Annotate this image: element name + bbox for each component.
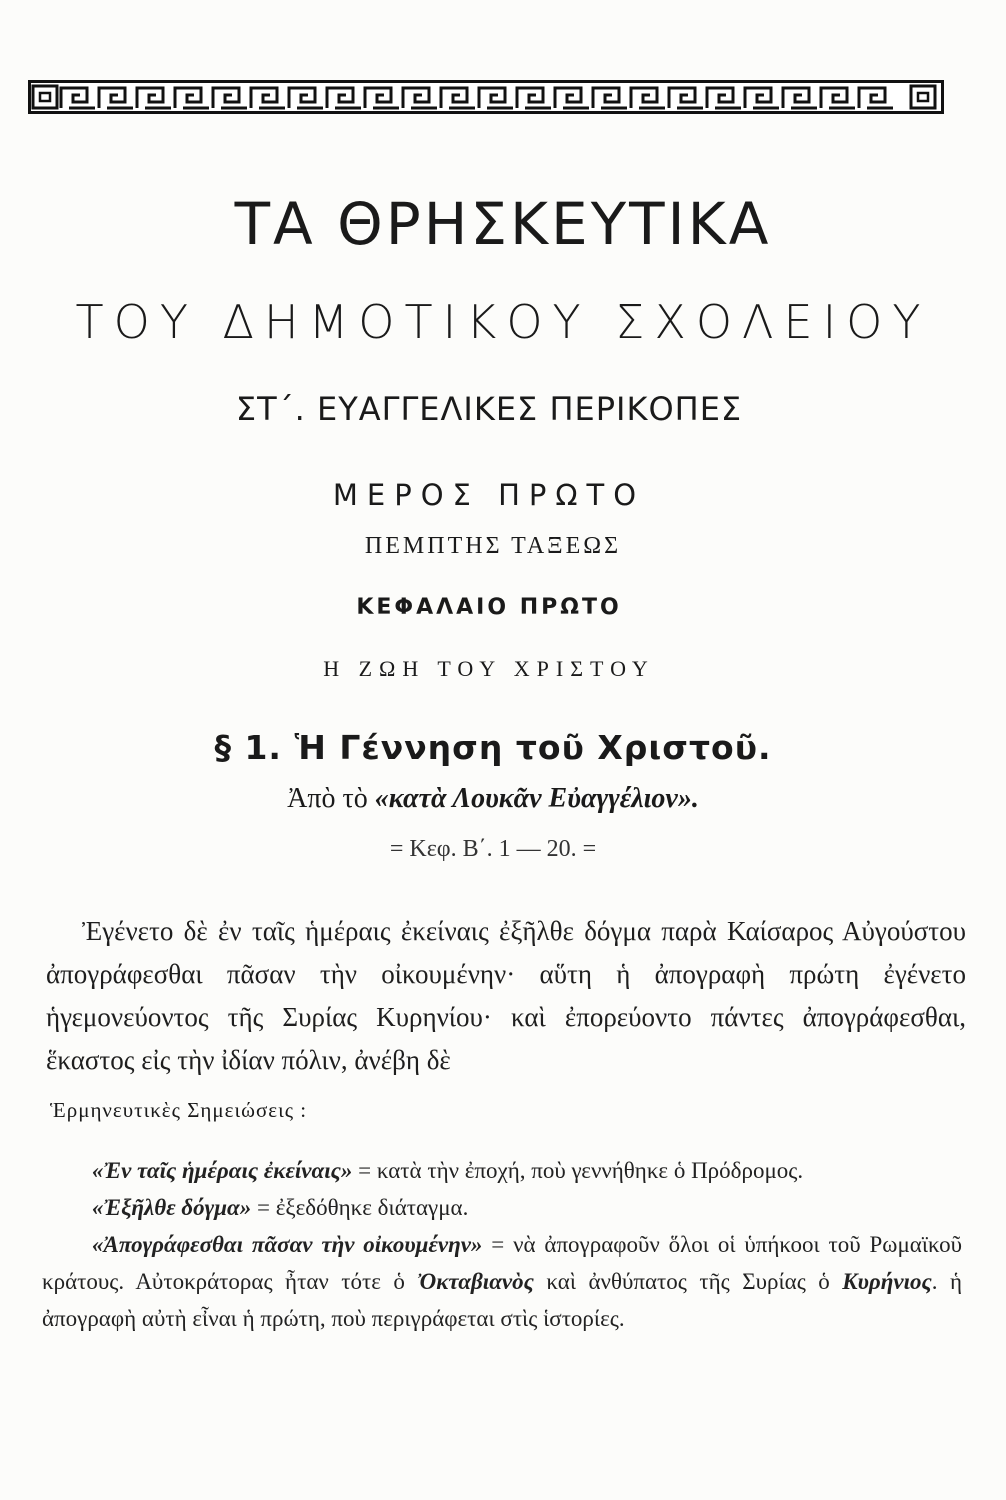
note-text: = κατὰ τὴν ἐποχή, ποὺ γεννήθηκε ὁ Πρόδρομος. xyxy=(352,1158,804,1183)
grade-title: ΠΕΜΠΤΗΣ ΤΑΞΕΩΣ xyxy=(364,533,622,559)
chapter-subtitle: Η ΖΩΗ ΤΟΥ ΧΡΙΣΤΟΥ xyxy=(323,656,655,681)
book-subtitle: ΤΟΥ ΔΗΜΟΤΙΚΟΥ ΣΧΟΛΕΙΟΥ xyxy=(75,295,931,349)
note-item xyxy=(42,1189,962,1226)
note-term: «Ἐξῆλθε δόγμα» xyxy=(92,1195,252,1220)
note-term: Ὀκταβιανὸς xyxy=(417,1269,534,1294)
note-text: = νὰ ἀπογραφοῦν ὅλοι οἱ ὑπήκοοι τοῦ Ρωμαϊκοῦ κράτους. Αὐτοκράτορας ἦταν τότε ὁ xyxy=(42,1232,962,1294)
book-title: ΤΑ ΘΡΗΣΚΕΥΤΙΚΑ xyxy=(234,190,772,258)
note-item xyxy=(42,1226,962,1337)
gospel-paragraph: Ἐγένετο δὲ ἐν ταῖς ἡμέραις ἐκείναις ἐξῆλθε δόγμα παρὰ Καίσαρος Αὐγούστου ἀπογράφεσθαι πᾶσαν τὴν οἰκουμένην· αὕτη ἡ ἀπογραφὴ πρώτη ἐγένετο ἡγεμονεύοντος τῆς Συρίας Κυρηνίου· καὶ ἐπορεύοντο πάντες ἀπογράφεσθαι, ἕκαστος εἰς τὴν ἰδίαν πόλιν, ἀνέβη δὲ xyxy=(46,916,966,1075)
notes-list xyxy=(42,1152,962,1337)
reference-line: = Κεφ. Β΄. 1 — 20. = xyxy=(389,836,597,862)
source-prefix: Ἀπὸ τὸ xyxy=(287,783,368,814)
notes-title: Ἑρμηνευτικὲς Σημειώσεις : xyxy=(50,1098,308,1122)
volume-title: ΣΤ΄. ΕΥΑΓΓΕΛΙΚΕΣ ΠΕΡΙΚΟΠΕΣ xyxy=(235,390,743,428)
meander-pattern-icon xyxy=(31,83,941,111)
note-term: Κυρήνιος xyxy=(842,1269,932,1294)
note-term: «Ἀπογράφεσθαι πᾶσαν τὴν οἰκουμένην» xyxy=(92,1232,483,1257)
greek-key-border xyxy=(28,80,944,114)
source-line xyxy=(0,783,996,815)
chapter-title: ΚΕΦΑΛΑΙΟ ΠΡΩΤΟ xyxy=(356,595,622,620)
note-text: . ἡ ἀπογραφὴ αὐτὴ εἶναι ἡ πρώτη, ποὺ περιγράφεται στὶς ἱστορίες. xyxy=(42,1269,962,1331)
source-title: «κατὰ Λουκᾶν Εὐαγγέλιον». xyxy=(374,783,699,814)
note-text: καὶ ἀνθύπατος τῆς Συρίας ὁ xyxy=(533,1269,843,1294)
note-term: «Ἐν ταῖς ἡμέραις ἐκείναις» xyxy=(92,1158,353,1183)
note-item xyxy=(42,1152,962,1189)
part-title: ΜΕΡΟΣ ΠΡΩΤΟ xyxy=(332,478,646,512)
note-text: = ἐξεδόθηκε διάταγμα. xyxy=(251,1195,469,1220)
section-heading: § 1. Ἡ Γέννηση τοῦ Χριστοῦ. xyxy=(214,728,772,767)
